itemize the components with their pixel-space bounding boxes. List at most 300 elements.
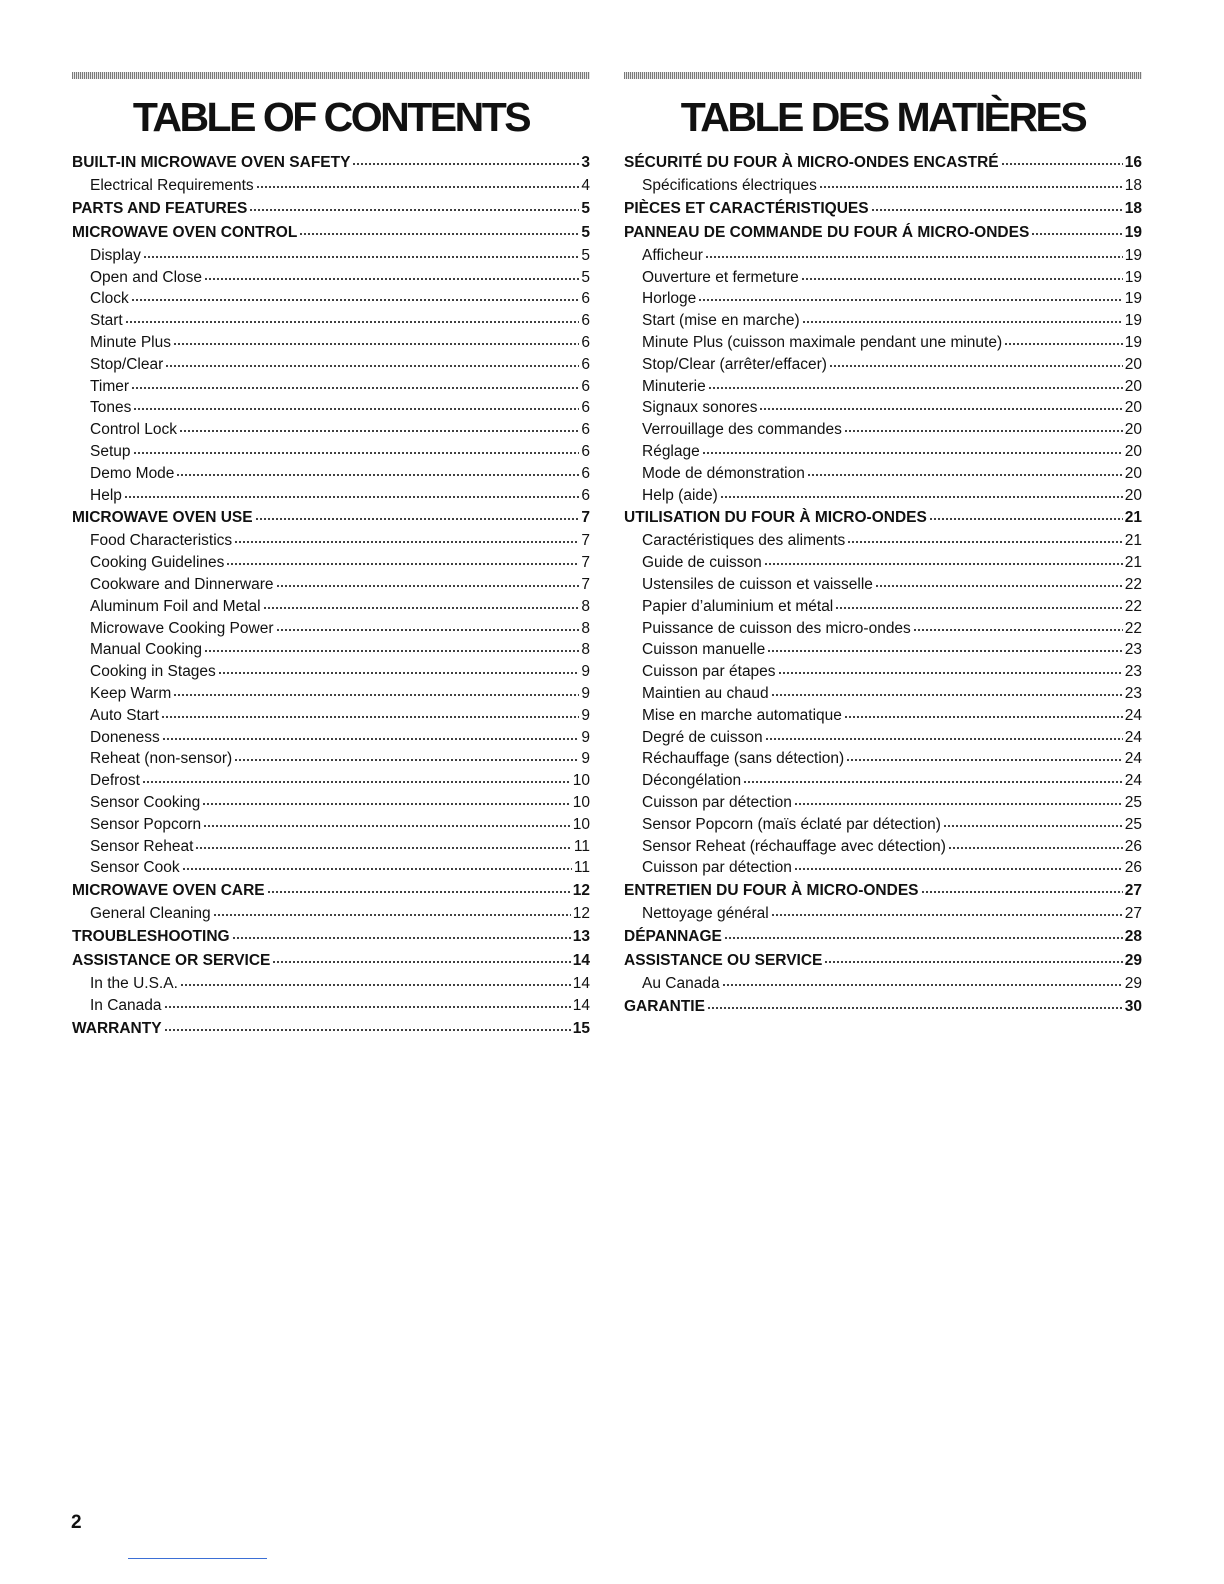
toc-section-entry[interactable] xyxy=(72,949,590,973)
toc-section-entry[interactable] xyxy=(624,995,1142,1019)
entry-page-number: 6 xyxy=(581,399,590,417)
toc-subsection-entry[interactable] xyxy=(72,485,590,507)
toc-subsection-entry[interactable] xyxy=(624,596,1142,618)
dot-leader xyxy=(707,1006,1123,1010)
dot-leader xyxy=(180,983,571,987)
dot-leader xyxy=(202,802,570,806)
toc-subsection-entry[interactable] xyxy=(624,661,1142,683)
toc-subsection-entry[interactable] xyxy=(72,175,590,197)
dot-leader xyxy=(801,277,1123,281)
footer-line xyxy=(128,1558,267,1559)
dot-leader xyxy=(743,780,1123,784)
dot-leader xyxy=(226,562,579,566)
entry-page-number: 9 xyxy=(581,663,590,681)
entry-page-number: 26 xyxy=(1124,859,1142,877)
entry-label: Au Canada xyxy=(642,974,720,992)
dot-leader xyxy=(943,824,1123,828)
toc-subsection-entry[interactable] xyxy=(72,618,590,640)
toc-subsection-entry[interactable] xyxy=(624,814,1142,836)
entry-page-number: 5 xyxy=(581,223,590,241)
toc-subsection-entry[interactable] xyxy=(624,485,1142,507)
toc-subsection-entry[interactable] xyxy=(624,903,1142,925)
dot-leader xyxy=(929,517,1123,521)
toc-subsection-entry[interactable] xyxy=(72,903,590,925)
toc-subsection-entry[interactable] xyxy=(72,354,590,376)
dot-leader xyxy=(844,715,1123,719)
entry-page-number: 28 xyxy=(1124,927,1142,945)
entry-page-number: 10 xyxy=(572,772,590,790)
toc-subsection-entry[interactable] xyxy=(624,792,1142,814)
toc-section-entry[interactable] xyxy=(72,506,590,530)
entry-label: PANNEAU DE COMMANDE DU FOUR Á MICRO-ONDES xyxy=(624,223,1030,241)
entry-label: Décongélation xyxy=(642,772,742,790)
entry-page-number: 20 xyxy=(1124,442,1142,460)
toc-subsection-entry[interactable] xyxy=(72,770,590,792)
entry-page-number: 6 xyxy=(581,355,590,373)
entry-page-number: 9 xyxy=(581,728,590,746)
toc-section-entry[interactable] xyxy=(624,949,1142,973)
dot-leader xyxy=(819,185,1123,189)
entry-label: In Canada xyxy=(90,996,162,1014)
entry-label: Signaux sonores xyxy=(642,399,758,417)
dot-leader xyxy=(162,737,580,741)
entry-page-number: 12 xyxy=(572,882,590,900)
entry-label: Stop/Clear xyxy=(90,355,164,373)
dot-leader xyxy=(234,758,579,762)
entry-page-number: 15 xyxy=(572,1019,590,1037)
dot-leader xyxy=(708,386,1123,390)
dot-leader xyxy=(133,451,580,455)
dot-leader xyxy=(1031,232,1122,236)
entry-page-number: 6 xyxy=(581,290,590,308)
entry-label: PIÈCES ET CARACTÉRISTIQUES xyxy=(624,199,869,217)
dot-leader xyxy=(698,298,1122,302)
toc-subsection-entry[interactable] xyxy=(624,267,1142,289)
top-rule xyxy=(72,72,590,79)
entry-page-number: 25 xyxy=(1124,815,1142,833)
entry-page-number: 27 xyxy=(1124,882,1142,900)
dot-leader xyxy=(133,407,579,411)
entry-label: Afficheur xyxy=(642,246,703,264)
dot-leader xyxy=(164,1005,571,1009)
entry-label: MICROWAVE OVEN CARE xyxy=(72,882,265,900)
toc-subsection-entry[interactable] xyxy=(624,419,1142,441)
dot-leader xyxy=(195,846,572,850)
entry-label: Cuisson par détection xyxy=(642,793,792,811)
toc-subsection-entry[interactable] xyxy=(72,310,590,332)
toc-subsection-entry[interactable] xyxy=(624,705,1142,727)
toc-entry-list xyxy=(72,151,590,1041)
toc-subsection-entry[interactable] xyxy=(624,639,1142,661)
toc-title: TABLE OF CONTENTS xyxy=(132,94,530,140)
dot-leader xyxy=(802,320,1123,324)
entry-page-number: 10 xyxy=(572,793,590,811)
dot-leader xyxy=(767,649,1123,653)
entry-page-number: 14 xyxy=(572,974,590,992)
entry-page-number: 20 xyxy=(1124,377,1142,395)
toc-subsection-entry[interactable] xyxy=(624,332,1142,354)
toc-subsection-entry[interactable] xyxy=(624,310,1142,332)
entry-label: Sensor Reheat (réchauffage avec détection) xyxy=(642,837,946,855)
entry-label: Cuisson manuelle xyxy=(642,641,766,659)
toc-subsection-entry[interactable] xyxy=(72,552,590,574)
toc-subsection-entry[interactable] xyxy=(72,596,590,618)
english-toc-column xyxy=(72,72,590,1041)
toc-subsection-entry[interactable] xyxy=(72,245,590,267)
entry-label: Caractéristiques des aliments xyxy=(642,532,846,550)
entry-page-number: 5 xyxy=(581,268,590,286)
entry-page-number: 30 xyxy=(1124,997,1142,1015)
toc-section-entry[interactable] xyxy=(72,197,590,221)
toc-subsection-entry[interactable] xyxy=(624,727,1142,749)
entry-label: ASSISTANCE OU SERVICE xyxy=(624,951,823,969)
entry-label: Cuisson par étapes xyxy=(642,663,776,681)
entry-page-number: 14 xyxy=(572,996,590,1014)
top-rule xyxy=(624,72,1142,79)
entry-page-number: 19 xyxy=(1124,223,1142,241)
entry-label: Start xyxy=(90,312,123,330)
toc-subsection-entry[interactable] xyxy=(72,419,590,441)
entry-page-number: 29 xyxy=(1124,974,1142,992)
entry-label: MICROWAVE OVEN USE xyxy=(72,509,253,527)
entry-label: Sensor Reheat xyxy=(90,837,194,855)
dot-leader xyxy=(352,162,579,166)
toc-section-entry[interactable] xyxy=(624,221,1142,245)
entry-page-number: 12 xyxy=(572,905,590,923)
entry-label: Sensor Cooking xyxy=(90,793,201,811)
entry-page-number: 11 xyxy=(573,837,590,855)
entry-page-number: 6 xyxy=(581,421,590,439)
entry-label: Help xyxy=(90,486,122,504)
entry-page-number: 19 xyxy=(1124,290,1142,308)
entry-label: ASSISTANCE OR SERVICE xyxy=(72,951,271,969)
entry-label: Cooking Guidelines xyxy=(90,554,225,572)
toc-subsection-entry[interactable] xyxy=(624,288,1142,310)
dot-leader xyxy=(272,960,570,964)
entry-page-number: 8 xyxy=(581,597,590,615)
toc-subsection-entry[interactable] xyxy=(624,683,1142,705)
toc-subsection-entry[interactable] xyxy=(72,836,590,858)
entry-label: Minute Plus (cuisson maximale pendant une minute) xyxy=(642,333,1003,351)
toc-subsection-entry[interactable] xyxy=(72,530,590,552)
toc-subsection-entry[interactable] xyxy=(72,441,590,463)
toc-subsection-entry[interactable] xyxy=(72,683,590,705)
dot-leader xyxy=(267,890,571,894)
entry-label: Horloge xyxy=(642,290,697,308)
toc-subsection-entry[interactable] xyxy=(624,397,1142,419)
entry-page-number: 21 xyxy=(1124,509,1142,527)
entry-label: Cookware and Dinnerware xyxy=(90,575,274,593)
entry-label: Reheat (non-sensor) xyxy=(90,750,233,768)
entry-label: Manual Cooking xyxy=(90,641,203,659)
toc-subsection-entry[interactable] xyxy=(72,973,590,995)
dot-leader xyxy=(165,364,579,368)
entry-page-number: 22 xyxy=(1124,619,1142,637)
toc-subsection-entry[interactable] xyxy=(72,332,590,354)
entry-page-number: 19 xyxy=(1124,246,1142,264)
dot-leader xyxy=(204,277,579,281)
entry-page-number: 20 xyxy=(1124,421,1142,439)
entry-page-number: 6 xyxy=(581,486,590,504)
toc-subsection-entry[interactable] xyxy=(72,792,590,814)
entry-label: DÉPANNAGE xyxy=(624,927,722,945)
dot-leader xyxy=(255,517,580,521)
toc-subsection-entry[interactable] xyxy=(624,552,1142,574)
toc-entry-list xyxy=(624,151,1142,1019)
entry-page-number: 8 xyxy=(581,641,590,659)
entry-label: Minute Plus xyxy=(90,333,171,351)
toc-section-entry[interactable] xyxy=(72,151,590,175)
toc-title: TABLE DES MATIÈRES xyxy=(680,94,1086,140)
entry-page-number: 6 xyxy=(581,442,590,460)
dot-leader xyxy=(824,960,1122,964)
entry-label: General Cleaning xyxy=(90,905,211,923)
dot-leader xyxy=(131,386,579,390)
entry-label: Keep Warm xyxy=(90,684,172,702)
entry-page-number: 9 xyxy=(581,684,590,702)
entry-label: Start (mise en marche) xyxy=(642,312,800,330)
toc-section-entry[interactable] xyxy=(72,925,590,949)
dot-leader xyxy=(125,320,580,324)
dot-leader xyxy=(702,451,1123,455)
toc-section-entry[interactable] xyxy=(72,879,590,903)
dot-leader xyxy=(771,913,1123,917)
dot-leader xyxy=(724,936,1123,940)
toc-subsection-entry[interactable] xyxy=(624,973,1142,995)
entry-label: PARTS AND FEATURES xyxy=(72,199,248,217)
entry-page-number: 19 xyxy=(1124,333,1142,351)
dot-leader xyxy=(124,495,579,499)
dot-leader xyxy=(778,671,1123,675)
toc-subsection-entry[interactable] xyxy=(72,705,590,727)
toc-subsection-entry[interactable] xyxy=(72,574,590,596)
entry-label: Ouverture et fermeture xyxy=(642,268,799,286)
toc-subsection-entry[interactable] xyxy=(72,857,590,879)
entry-label: MICROWAVE OVEN CONTROL xyxy=(72,223,298,241)
entry-page-number: 11 xyxy=(573,859,590,877)
dot-leader xyxy=(263,606,580,610)
entry-page-number: 3 xyxy=(581,154,590,171)
dot-leader xyxy=(720,495,1123,499)
entry-page-number: 9 xyxy=(581,750,590,768)
entry-label: Spécifications électriques xyxy=(642,177,817,194)
entry-label: WARRANTY xyxy=(72,1019,162,1037)
entry-page-number: 20 xyxy=(1124,399,1142,417)
entry-label: Timer xyxy=(90,377,130,395)
dot-leader xyxy=(213,913,571,917)
dot-leader xyxy=(759,407,1122,411)
entry-label: Ustensiles de cuisson et vaisselle xyxy=(642,575,873,593)
entry-page-number: 18 xyxy=(1124,199,1142,217)
entry-label: Guide de cuisson xyxy=(642,554,762,572)
toc-subsection-entry[interactable] xyxy=(72,748,590,770)
entry-label: TROUBLESHOOTING xyxy=(72,927,230,945)
dot-leader xyxy=(173,342,579,346)
toc-section-entry[interactable] xyxy=(624,506,1142,530)
entry-label: Auto Start xyxy=(90,706,159,724)
toc-subsection-entry[interactable] xyxy=(624,245,1142,267)
entry-label: SÉCURITÉ DU FOUR À MICRO-ONDES ENCASTRÉ xyxy=(624,154,999,171)
entry-label: Microwave Cooking Power xyxy=(90,619,274,637)
entry-label: Réchauffage (sans détection) xyxy=(642,750,845,768)
entry-label: Demo Mode xyxy=(90,464,175,482)
entry-label: BUILT-IN MICROWAVE OVEN SAFETY xyxy=(72,154,351,171)
toc-section-entry[interactable] xyxy=(72,1017,590,1041)
entry-label: Open and Close xyxy=(90,268,203,286)
entry-page-number: 13 xyxy=(572,927,590,945)
entry-label: Doneness xyxy=(90,728,160,746)
entry-page-number: 18 xyxy=(1124,177,1142,194)
dot-leader xyxy=(131,298,580,302)
entry-label: Tones xyxy=(90,399,132,417)
entry-label: Stop/Clear (arrêter/effacer) xyxy=(642,355,827,373)
dot-leader xyxy=(1004,342,1123,346)
entry-page-number: 20 xyxy=(1124,486,1142,504)
entry-label: Aluminum Foil and Metal xyxy=(90,597,261,615)
dot-leader xyxy=(1001,162,1123,166)
entry-page-number: 7 xyxy=(581,532,590,550)
entry-label: Verrouillage des commandes xyxy=(642,421,842,439)
entry-label: Degré de cuisson xyxy=(642,728,763,746)
dot-leader xyxy=(234,540,579,544)
entry-label: GARANTIE xyxy=(624,997,705,1015)
toc-subsection-entry[interactable] xyxy=(624,748,1142,770)
toc-subsection-entry[interactable] xyxy=(624,770,1142,792)
toc-subsection-entry[interactable] xyxy=(624,574,1142,596)
entry-page-number: 20 xyxy=(1124,464,1142,482)
french-toc-column xyxy=(624,72,1142,1019)
dot-leader xyxy=(829,364,1123,368)
dot-leader xyxy=(847,540,1122,544)
entry-page-number: 7 xyxy=(581,575,590,593)
toc-subsection-entry[interactable] xyxy=(72,463,590,485)
entry-page-number: 6 xyxy=(581,312,590,330)
dot-leader xyxy=(256,185,580,189)
entry-label: Minuterie xyxy=(642,377,706,395)
entry-label: Sensor Popcorn xyxy=(90,815,202,833)
dot-leader xyxy=(921,890,1123,894)
dot-leader xyxy=(142,780,571,784)
toc-subsection-entry[interactable] xyxy=(72,661,590,683)
entry-page-number: 16 xyxy=(1124,154,1142,171)
entry-page-number: 14 xyxy=(572,951,590,969)
entry-label: ENTRETIEN DU FOUR À MICRO-ONDES xyxy=(624,882,919,900)
toc-subsection-entry[interactable] xyxy=(624,463,1142,485)
entry-label: Maintien au chaud xyxy=(642,684,769,702)
dot-leader xyxy=(722,983,1123,987)
dot-leader xyxy=(218,671,580,675)
entry-label: Clock xyxy=(90,290,129,308)
dot-leader xyxy=(794,802,1123,806)
entry-label: UTILISATION DU FOUR À MICRO-ONDES xyxy=(624,509,927,527)
toc-subsection-entry[interactable] xyxy=(72,288,590,310)
entry-page-number: 19 xyxy=(1124,268,1142,286)
entry-label: Cuisson par détection xyxy=(642,859,792,877)
entry-page-number: 8 xyxy=(581,619,590,637)
entry-page-number: 6 xyxy=(581,377,590,395)
toc-section-entry[interactable] xyxy=(624,197,1142,221)
entry-label: Papier d’aluminium et métal xyxy=(642,597,834,615)
dot-leader xyxy=(232,936,571,940)
entry-label: Puissance de cuisson des micro-ondes xyxy=(642,619,911,637)
entry-label: Setup xyxy=(90,442,131,460)
toc-subsection-entry[interactable] xyxy=(624,175,1142,197)
dot-leader xyxy=(143,255,580,259)
entry-label: Defrost xyxy=(90,772,140,790)
dot-leader xyxy=(161,715,579,719)
entry-page-number: 24 xyxy=(1124,706,1142,724)
entry-page-number: 24 xyxy=(1124,772,1142,790)
toc-subsection-entry[interactable] xyxy=(624,376,1142,398)
toc-subsection-entry[interactable] xyxy=(624,618,1142,640)
entry-label: Electrical Requirements xyxy=(90,177,254,194)
entry-page-number: 5 xyxy=(581,199,590,217)
toc-section-entry[interactable] xyxy=(72,221,590,245)
dot-leader xyxy=(807,473,1123,477)
dot-leader xyxy=(913,628,1123,632)
toc-subsection-entry[interactable] xyxy=(624,857,1142,879)
entry-page-number: 4 xyxy=(581,177,590,194)
toc-subsection-entry[interactable] xyxy=(72,639,590,661)
toc-subsection-entry[interactable] xyxy=(624,530,1142,552)
entry-page-number: 24 xyxy=(1124,750,1142,768)
entry-page-number: 5 xyxy=(581,246,590,264)
toc-subsection-entry[interactable] xyxy=(72,727,590,749)
toc-subsection-entry[interactable] xyxy=(624,441,1142,463)
toc-subsection-entry[interactable] xyxy=(72,376,590,398)
entry-label: Cooking in Stages xyxy=(90,663,216,681)
entry-label: Sensor Popcorn (maïs éclaté par détection) xyxy=(642,815,941,833)
entry-page-number: 21 xyxy=(1124,554,1142,572)
entry-label: In the U.S.A. xyxy=(90,974,178,992)
entry-label: Mise en marche automatique xyxy=(642,706,842,724)
entry-page-number: 20 xyxy=(1124,355,1142,373)
entry-page-number: 6 xyxy=(581,333,590,351)
dot-leader xyxy=(705,255,1123,259)
entry-page-number: 23 xyxy=(1124,663,1142,681)
toc-subsection-entry[interactable] xyxy=(72,267,590,289)
entry-page-number: 22 xyxy=(1124,597,1142,615)
dot-leader xyxy=(844,429,1123,433)
entry-label: Display xyxy=(90,246,141,264)
dot-leader xyxy=(764,562,1123,566)
toc-section-entry[interactable] xyxy=(624,879,1142,903)
entry-page-number: 26 xyxy=(1124,837,1142,855)
toc-subsection-entry[interactable] xyxy=(624,836,1142,858)
entry-page-number: 23 xyxy=(1124,641,1142,659)
dot-leader xyxy=(249,208,579,212)
toc-section-entry[interactable] xyxy=(624,925,1142,949)
entry-label: Food Characteristics xyxy=(90,532,233,550)
entry-page-number: 10 xyxy=(572,815,590,833)
dot-leader xyxy=(871,208,1123,212)
entry-page-number: 9 xyxy=(581,706,590,724)
dot-leader xyxy=(835,606,1122,610)
toc-subsection-entry[interactable] xyxy=(72,397,590,419)
entry-label: Help (aide) xyxy=(642,486,718,504)
page-number: 2 xyxy=(71,1512,82,1533)
dot-leader xyxy=(276,628,580,632)
dot-leader xyxy=(164,1028,571,1032)
toc-section-entry[interactable] xyxy=(624,151,1142,175)
dot-leader xyxy=(299,232,579,236)
entry-page-number: 27 xyxy=(1124,905,1142,923)
entry-page-number: 24 xyxy=(1124,728,1142,746)
toc-subsection-entry[interactable] xyxy=(72,814,590,836)
dot-leader xyxy=(176,473,579,477)
toc-subsection-entry[interactable] xyxy=(72,995,590,1017)
toc-subsection-entry[interactable] xyxy=(624,354,1142,376)
